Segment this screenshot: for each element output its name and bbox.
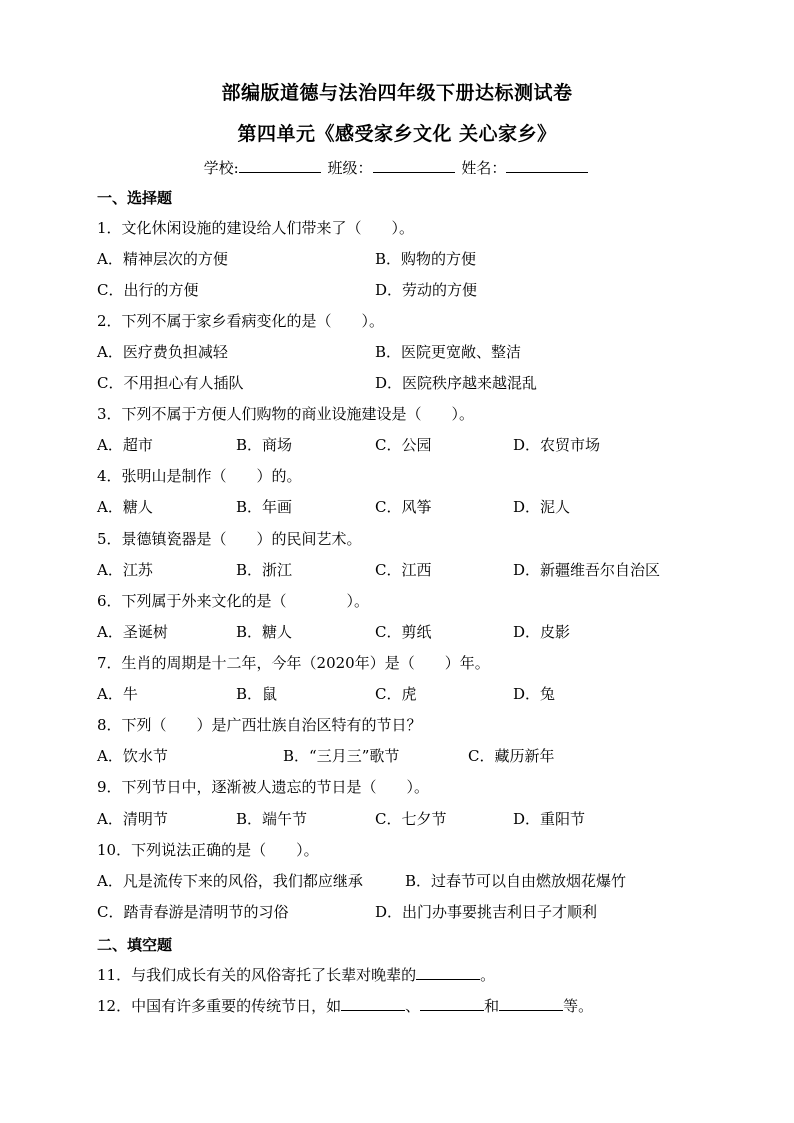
question-end: 。 [480, 966, 496, 984]
option-b[interactable]: B．商场 [236, 436, 293, 454]
option-b[interactable]: B．浙江 [236, 561, 293, 579]
option-b[interactable]: B．过春节可以自由燃放烟花爆竹 [405, 872, 627, 890]
option-b[interactable]: B．年画 [236, 498, 293, 516]
question-options [97, 372, 717, 394]
separator: 和 [484, 997, 500, 1015]
option-a[interactable]: A．精神层次的方便 [97, 250, 228, 268]
option-d[interactable]: D．泥人 [513, 498, 571, 516]
option-a[interactable]: A．清明节 [97, 810, 168, 828]
option-d[interactable]: D．兔 [513, 685, 556, 703]
option-c[interactable]: C．藏历新年 [468, 747, 555, 765]
question-stem: 6．下列属于外来文化的是（ ）。 [97, 592, 370, 610]
class-field[interactable] [373, 158, 455, 173]
question-options [97, 901, 717, 923]
option-c[interactable]: C．剪纸 [375, 623, 432, 641]
question-options [97, 621, 717, 643]
option-b[interactable]: B．医院更宽敞、整洁 [375, 343, 522, 361]
option-c[interactable]: C．七夕节 [375, 810, 447, 828]
page-subtitle: 第四单元《感受家乡文化 关心家乡》 [237, 123, 557, 145]
question-stem: 8．下列（ ）是广西壮族自治区特有的节日？ [97, 716, 422, 734]
option-a[interactable]: A．牛 [97, 685, 138, 703]
question-options [97, 434, 717, 456]
question-stem: 2．下列不属于家乡看病变化的是（ ）。 [97, 312, 385, 330]
question-options [97, 683, 717, 705]
option-c[interactable]: C．公园 [375, 436, 432, 454]
question-stem: 3．下列不属于方便人们购物的商业设施建设是（ ）。 [97, 405, 475, 423]
option-b[interactable]: B．“三月三”歌节 [283, 747, 400, 765]
name-field[interactable] [506, 158, 588, 173]
option-a[interactable]: A．圣诞树 [97, 623, 168, 641]
question-options [97, 559, 717, 581]
option-a[interactable]: A．超市 [97, 436, 153, 454]
option-d[interactable]: D．皮影 [513, 623, 571, 641]
option-a[interactable]: A．糖人 [97, 498, 153, 516]
school-label: 学校: [203, 159, 239, 177]
option-a[interactable]: A．凡是流传下来的风俗，我们都应继承 [97, 872, 363, 890]
section-heading-fill: 二、填空题 [97, 936, 173, 954]
school-field[interactable] [239, 158, 321, 173]
option-a[interactable]: A．江苏 [97, 561, 153, 579]
question-options [97, 248, 717, 270]
option-c[interactable]: C．风筝 [375, 498, 432, 516]
answer-blank[interactable] [341, 996, 405, 1011]
option-d[interactable]: D．农贸市场 [513, 436, 601, 454]
option-b[interactable]: B．端午节 [236, 810, 308, 828]
option-b[interactable]: B．购物的方便 [375, 250, 477, 268]
student-info-row [0, 157, 794, 178]
option-d[interactable]: D．出门办事要挑吉利日子才顺利 [375, 903, 598, 921]
option-b[interactable]: B．鼠 [236, 685, 278, 703]
option-a[interactable]: A．饮水节 [97, 747, 168, 765]
answer-blank[interactable] [499, 996, 563, 1011]
option-d[interactable]: D．新疆维吾尔自治区 [513, 561, 661, 579]
option-d[interactable]: D．重阳节 [513, 810, 586, 828]
option-c[interactable]: C．江西 [375, 561, 432, 579]
question-stem: 7．生肖的周期是十二年，今年（2020年）是（ ）年。 [97, 654, 490, 672]
separator: 、 [405, 997, 421, 1015]
name-label: 姓名： [461, 159, 507, 177]
class-label: 班级： [327, 159, 373, 177]
option-c[interactable]: C．虎 [375, 685, 417, 703]
question-stem: 5．景德镇瓷器是（ ）的民间艺术。 [97, 530, 362, 548]
question-options [97, 279, 717, 301]
fill-question [97, 995, 717, 1017]
question-options [97, 745, 717, 767]
question-options [97, 808, 717, 830]
question-stem: 9．下列节日中，逐渐被人遗忘的节日是（ ）。 [97, 778, 430, 796]
option-c[interactable]: C．不用担心有人插队 [97, 374, 244, 392]
question-end: 等。 [563, 997, 594, 1015]
option-c[interactable]: C．踏青春游是清明节的习俗 [97, 903, 289, 921]
option-c[interactable]: C．出行的方便 [97, 281, 199, 299]
question-stem: 4．张明山是制作（ ）的。 [97, 467, 302, 485]
answer-blank[interactable] [420, 996, 484, 1011]
question-options [97, 341, 717, 363]
answer-blank[interactable] [416, 965, 480, 980]
fill-question [97, 964, 717, 986]
option-b[interactable]: B．糖人 [236, 623, 293, 641]
question-stem: 1．文化休闲设施的建设给人们带来了（ ）。 [97, 219, 415, 237]
option-a[interactable]: A．医疗费负担减轻 [97, 343, 228, 361]
option-d[interactable]: D．劳动的方便 [375, 281, 478, 299]
question-text: 12．中国有许多重要的传统节日，如 [97, 997, 342, 1015]
question-options [97, 870, 717, 892]
page-title: 部编版道德与法治四年级下册达标测试卷 [221, 82, 573, 104]
question-text: 11．与我们成长有关的风俗寄托了长辈对晚辈的 [97, 966, 417, 984]
section-heading-choice: 一、选择题 [97, 189, 173, 207]
question-stem: 10．下列说法正确的是（ ）。 [97, 841, 319, 859]
option-d[interactable]: D．医院秩序越来越混乱 [375, 374, 538, 392]
question-options [97, 496, 717, 518]
